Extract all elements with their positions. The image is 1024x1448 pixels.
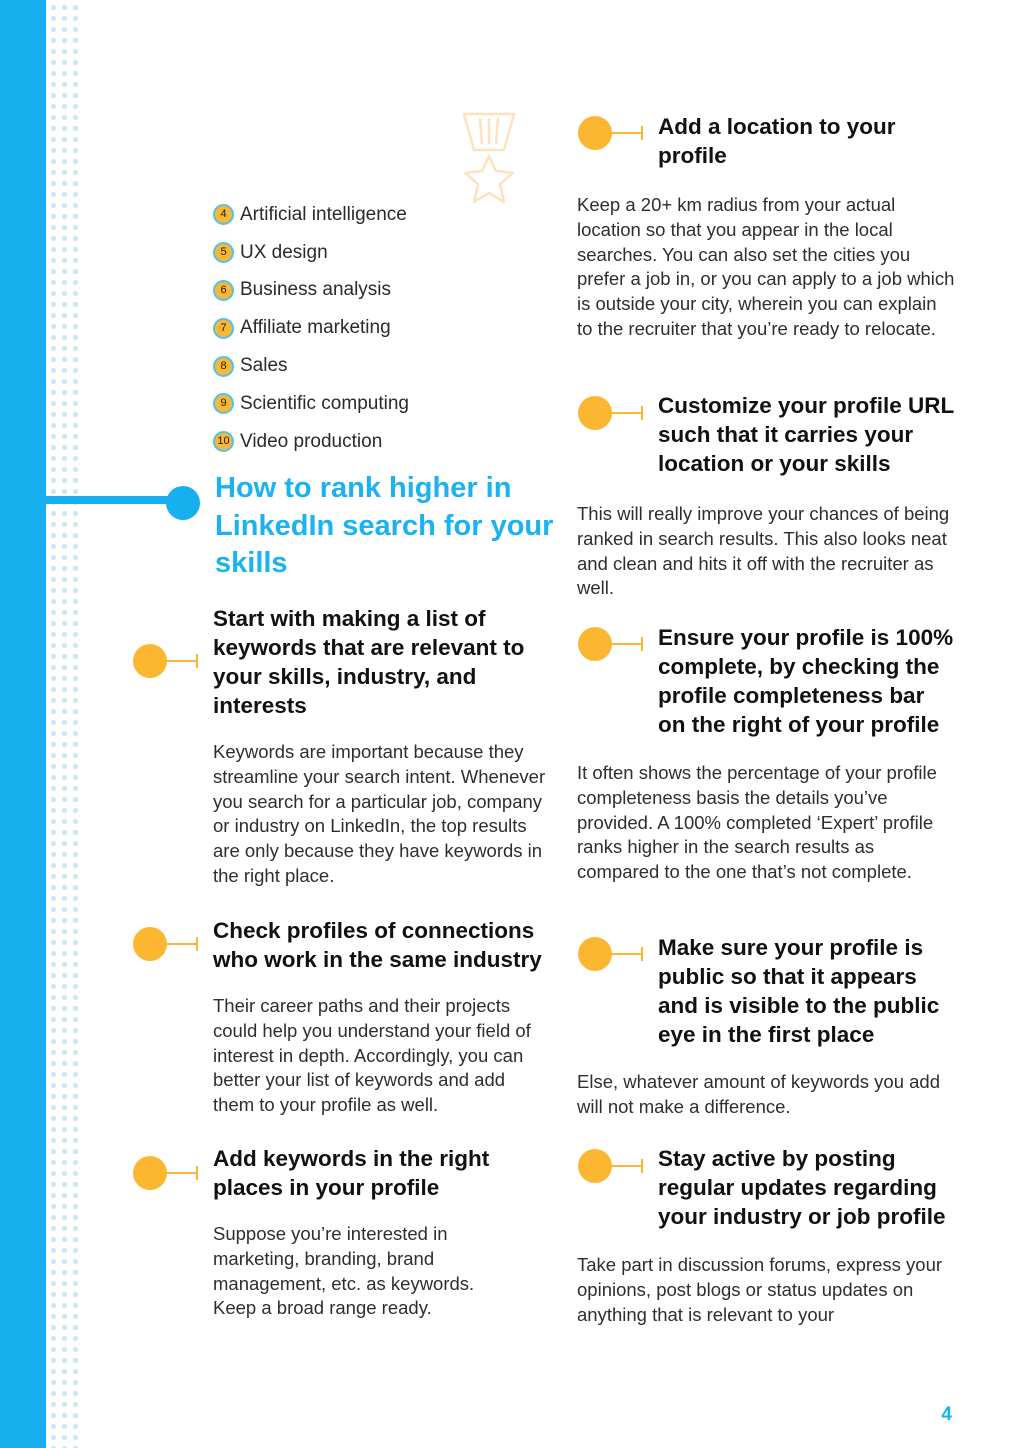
- tip-body: It often shows the percentage of your profile completeness basis the details you’ve provided. A 100% completed ‘Expert’ profile ranks higher in the search results as compared to the one that’s not complete.: [577, 762, 937, 883]
- tip-title: Add a location to your profile: [658, 114, 896, 168]
- tip-body-block: [577, 1070, 957, 1120]
- skill-label: Business analysis: [240, 279, 392, 301]
- bullet-connector-icon: [578, 116, 646, 150]
- number-badge: 10: [213, 431, 234, 452]
- tip-body-block: [577, 502, 957, 601]
- tip-body-block: [577, 1253, 957, 1327]
- number-badge: 6: [213, 280, 234, 301]
- tip-body-block: [577, 761, 957, 885]
- skill-item: [213, 196, 409, 234]
- tip-block: [213, 916, 548, 1118]
- section-title: How to rank higher in LinkedIn search for your skills: [215, 472, 554, 579]
- number-badge: 5: [213, 242, 234, 263]
- skill-label: Artificial intelligence: [240, 203, 407, 225]
- tip-body: Keep a 20+ km radius from your actual location so that you appear in the local searches. You can also set the cities you prefer a job in, or you can apply to a job which is outside your city, wherein you can explain to the recruiter that you’re ready to relocate.: [577, 194, 955, 339]
- bullet-connector-icon: [133, 1156, 201, 1190]
- number-badge: 8: [213, 356, 234, 377]
- tip-title: Add keywords in the right places in your profile: [213, 1146, 490, 1200]
- tip-block: [658, 623, 958, 739]
- bullet-connector-icon: [578, 1149, 646, 1183]
- skill-label: Scientific computing: [240, 392, 409, 414]
- tip-block: [658, 391, 958, 478]
- tip-block: [658, 1144, 958, 1231]
- tip-title: Stay active by posting regular updates regarding your industry or job profile: [658, 1146, 946, 1229]
- skill-item: [213, 309, 409, 347]
- tip-body: Else, whatever amount of keywords you add will not make a difference.: [577, 1071, 940, 1117]
- skill-label: Sales: [240, 355, 288, 377]
- tip-title: Customize your profile URL such that it carries your location or your skills: [658, 393, 954, 476]
- skill-item: [213, 234, 409, 272]
- bullet-connector-icon: [578, 627, 646, 661]
- skill-label: UX design: [240, 241, 328, 263]
- page-number: 4: [941, 1404, 952, 1425]
- tip-block: [658, 112, 958, 170]
- skill-label: Affiliate marketing: [240, 317, 391, 339]
- side-accent-bar: [0, 0, 46, 1448]
- tip-body: Keywords are important because they streamline your search intent. Whenever you search for a particular job, company or industry on LinkedIn, the top results are only because they have keywords in the right place.: [213, 741, 546, 886]
- tip-body: Their career paths and their projects could help you understand your field of interest in depth. Accordingly, you can better your list of keywords and add them to your profile as well.: [213, 995, 531, 1116]
- tip-title: Check profiles of connections who work in the same industry: [213, 918, 542, 972]
- skill-label: Video production: [240, 430, 383, 452]
- section-connector-line: [46, 496, 182, 504]
- skill-item: [213, 423, 409, 461]
- tip-block: [213, 604, 548, 889]
- tip-body-block: [577, 193, 957, 342]
- tip-title: Make sure your profile is public so that it appears and is visible to the public eye in the first place: [658, 935, 940, 1047]
- skill-item: [213, 347, 409, 385]
- tip-block: [658, 933, 958, 1049]
- tip-body: Suppose you’re interested in marketing, branding, brand management, etc. as keywords. Keep a broad range ready.: [213, 1223, 475, 1319]
- bullet-connector-icon: [133, 927, 201, 961]
- bullet-connector-icon: [133, 644, 201, 678]
- medal-star-icon: [456, 110, 522, 210]
- bullet-connector-icon: [578, 396, 646, 430]
- section-connector-dot: [166, 486, 200, 520]
- tip-title: Start with making a list of keywords that are relevant to your skills, industry, and interests: [213, 606, 525, 718]
- number-badge: 9: [213, 393, 234, 414]
- tip-body: Take part in discussion forums, express your opinions, post blogs or status updates on anything that is relevant to your: [577, 1254, 943, 1325]
- bullet-connector-icon: [578, 937, 646, 971]
- number-badge: 4: [213, 204, 234, 225]
- skill-item: [213, 385, 409, 423]
- tip-body: This will really improve your chances of being ranked in search results. This also looks neat and clean and hits it off with the recruiter as well.: [577, 503, 950, 599]
- skill-item: [213, 272, 409, 310]
- number-badge: 7: [213, 318, 234, 339]
- skills-list: [213, 196, 409, 461]
- tip-title: Ensure your profile is 100% complete, by checking the profile completeness bar on the right of your profile: [658, 625, 954, 737]
- tip-block: [213, 1144, 513, 1321]
- dot-pattern-strip: [46, 0, 80, 1448]
